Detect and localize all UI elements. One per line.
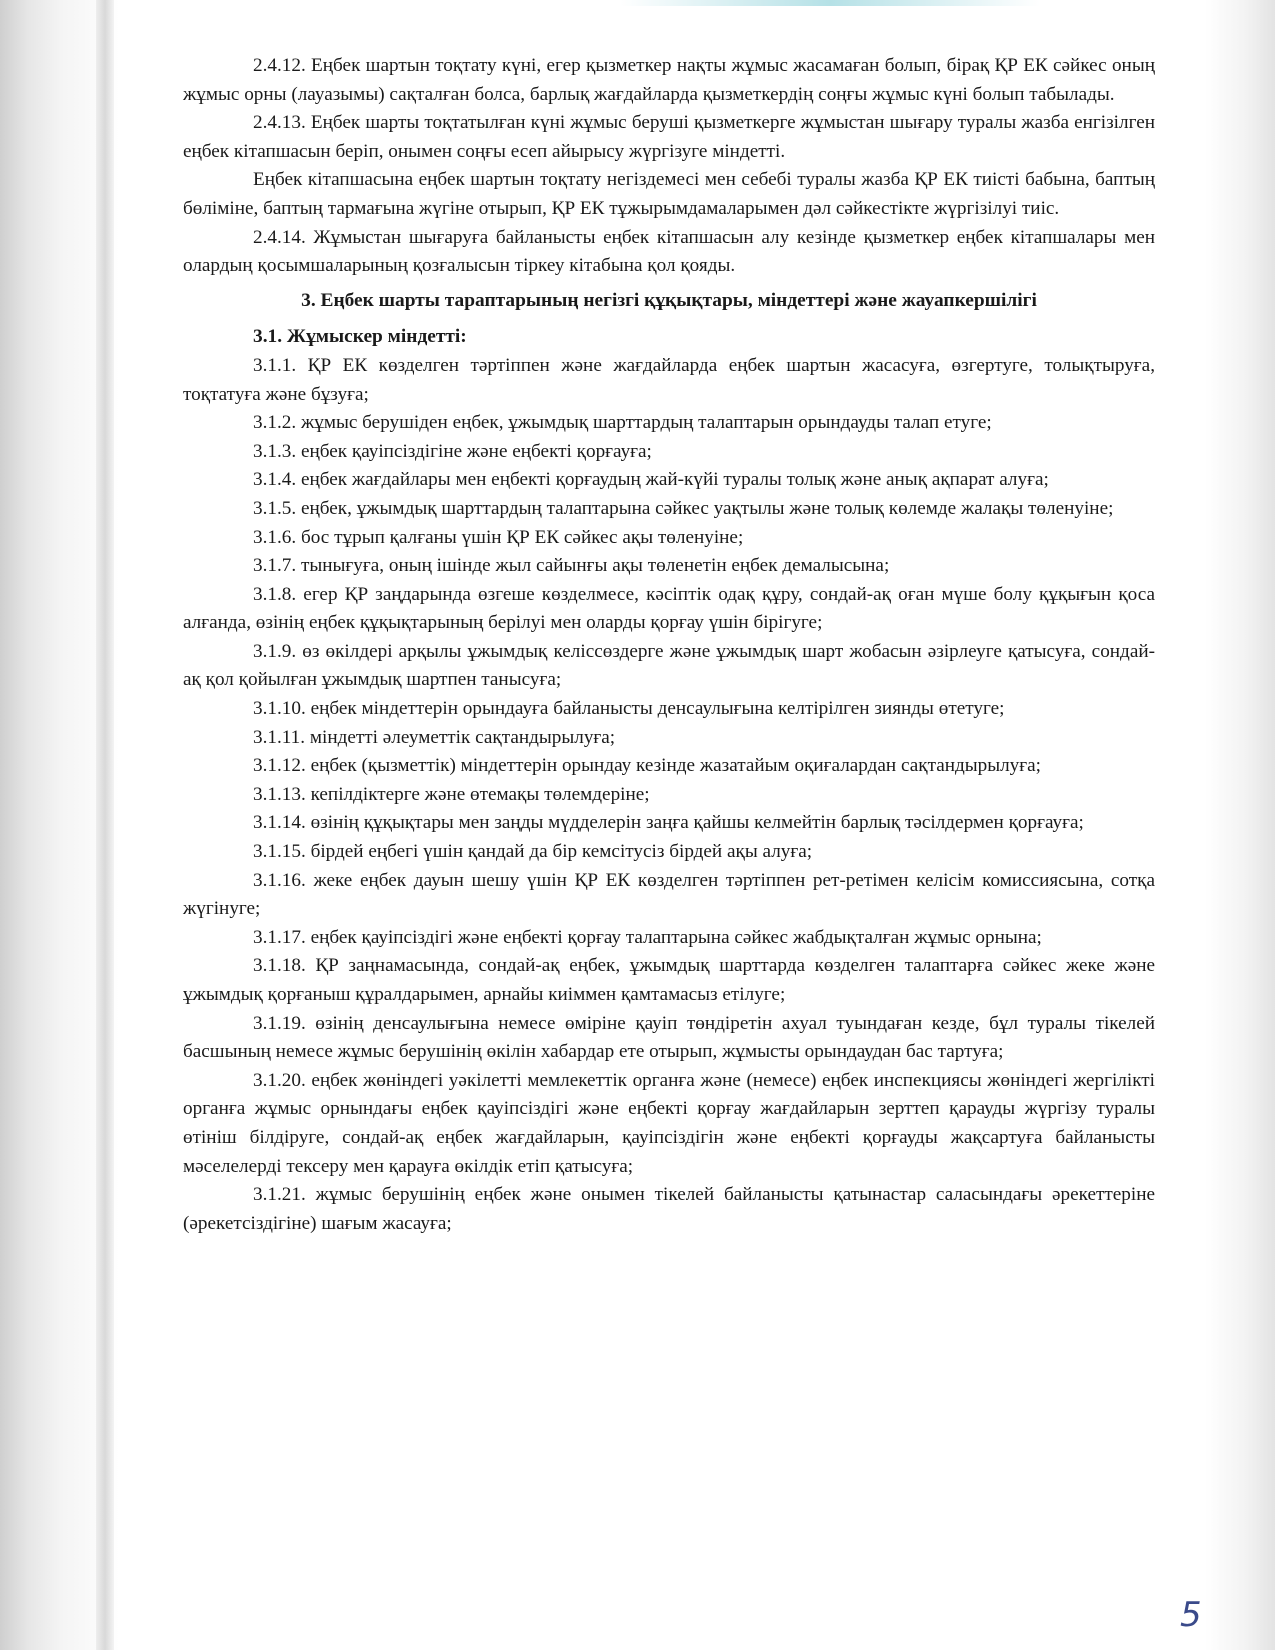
list-item: 3.1.5. еңбек, ұжымдық шарттардың талаптарына сәйкес уақтылы және толық көлемде жалақы төленуіне; — [253, 497, 1114, 519]
subsection-heading: 3.1. Жұмыскер міндетті: — [253, 326, 467, 348]
list-item: 3.1.12. еңбек (қызметтік) міндеттерін орындау кезінде жазатайым оқиғалардан сақтандырылуға; — [253, 755, 1041, 777]
paragraph-2-4-13: 2.4.13. Еңбек шарты тоқтатылған күні жұмыс беруші қызметкерге жұмыстан шығару туралы жазба енгізілген еңбек кітапшасын беріп, онымен соңғы есеп айырысу жүргізуге міндетті. — [183, 112, 1155, 162]
list-item: 3.1.18. ҚР заңнамасында, сондай-ақ еңбек, ұжымдық шарттарда көзделген талаптарға сәйкес жеке және ұжымдық қорғаныш құралдарымен, арнайы киіммен қамтамасыз етілуге; — [183, 955, 1155, 1005]
paragraph-2-4-12: 2.4.12. Еңбек шартын тоқтату күні, егер қызметкер нақты жұмыс жасамаған болып, бірақ ҚР ЕК сәйкес оның жұмыс орны (лауазымы) сақталған болса, барлық жағдайларда қызметкердің соңғы жұмыс күні болып табылады. — [183, 55, 1155, 105]
list-item: 3.1.11. міндетті әлеуметтік сақтандырылуға; — [253, 726, 616, 748]
list-item: 3.1.6. бос тұрып қалғаны үшін ҚР ЕК сәйкес ақы төленуіне; — [253, 526, 744, 548]
list-item: 3.1.2. жұмыс берушіден еңбек, ұжымдық шарттардың талаптарын орындауды талап етуге; — [253, 412, 992, 434]
list-item: 3.1.8. егер ҚР заңдарында өзгеше көзделмесе, кәсіптік одақ құру, сондай-ақ оған мүше болу құқығын қоса алғанда, өзінің еңбек құқықтарының берілуі мен оларды қорғау үшін бірігуге; — [183, 583, 1155, 634]
list-item: 3.1.13. кепілдіктерге және өтемақы төлемдеріне; — [253, 783, 650, 805]
list-item: 3.1.21. жұмыс берушінің еңбек және онымен тікелей байланысты қатынастар саласындағы әрекеттеріне (әрекетсіздігіне) шағым жасауға; — [183, 1184, 1155, 1234]
list-item: 3.1.19. өзінің денсаулығына немесе өміріне қауіп төндіретін ахуал туындаған кезде, бұл туралы тікелей басшының немесе жұмыс берушінің өкілін хабардар ете отырып, жұмысты орындаудан бас тартуға; — [183, 1012, 1155, 1063]
list-item: 3.1.1. ҚР ЕК көзделген тәртіппен және жағдайларда еңбек шартын жасасуға, өзгертуге, толықтыруға, тоқтатуға және бұзуға; — [183, 354, 1155, 405]
page-number: 5 — [1180, 1595, 1202, 1635]
list-item: 3.1.9. өз өкілдері арқылы ұжымдық келіссөздерге және ұжымдық шарт жобасын әзірлеуге қатысуға, сондай-ақ қол қойылған ұжымдық шартпен танысуға; — [183, 640, 1155, 691]
paragraph-work-book-entry: Еңбек кітапшасына еңбек шартын тоқтату негіздемесі мен себебі туралы жазба ҚР ЕК тиісті бабына, баптың бөліміне, баптың тармағына жүгіне отырып, ҚР ЕК тұжырымдамаларымен дәл сәйкестікте жүргізілуі тиіс. — [183, 169, 1155, 219]
document-page — [183, 52, 1155, 1238]
scan-binding-edge — [96, 0, 114, 1650]
section-heading: 3. Еңбек шарты тараптарының негізгі құқықтары, міндеттері және жауапкершілігі — [301, 289, 1037, 311]
scan-top-accent — [620, 0, 1040, 6]
scan-right-shadow — [1205, 0, 1275, 1650]
list-item: 3.1.15. бірдей еңбегі үшін қандай да бір кемсітусіз бірдей ақы алуға; — [253, 841, 813, 863]
list-item: 3.1.4. еңбек жағдайлары мен еңбекті қорғаудың жай-күйі туралы толық және анық ақпарат алуға; — [253, 469, 1049, 491]
list-item: 3.1.7. тынығуға, оның ішінде жыл сайынғы ақы төленетін еңбек демалысына; — [253, 555, 890, 577]
list-item: 3.1.14. өзінің құқықтары мен заңды мүдделерін заңға қайшы келмейтін барлық тәсілдермен қорғауға; — [253, 812, 1084, 834]
list-item: 3.1.20. еңбек жөніндегі уәкілетті мемлекеттік органға және (немесе) еңбек инспекциясы жөніндегі жергілікті органға жұмыс орнындағы еңбек қауіпсіздігі және еңбекті қорғау жағдайларын зерттеп қарауды жүргізу туралы өтініш білдіруге, сондай-ақ еңбек жағдайларын, қауіпсіздігін және еңбекті қорғауды жақсартуға байланысты мәселелерді тексеру мен қарауға өкілдік етіп қатысуға; — [183, 1069, 1155, 1177]
list-item: 3.1.16. жеке еңбек дауын шешу үшін ҚР ЕК көзделген тәртіппен рет-ретімен келісім комиссиясына, сотқа жүгінуге; — [183, 869, 1155, 920]
list-item: 3.1.3. еңбек қауіпсіздігіне және еңбекті қорғауға; — [253, 440, 652, 462]
paragraph-2-4-14: 2.4.14. Жұмыстан шығаруға байланысты еңбек кітапшасын алу кезінде қызметкер еңбек кітапшалары мен олардың қосымшаларының қозғалысын тіркеу кітабына қол қояды. — [183, 226, 1155, 277]
list-item: 3.1.10. еңбек міндеттерін орындауға байланысты денсаулығына келтірілген зиянды өтетуге; — [253, 698, 1005, 720]
list-item: 3.1.17. еңбек қауіпсіздігі және еңбекті қорғау талаптарына сәйкес жабдықталған жұмыс орнына; — [253, 926, 1042, 948]
